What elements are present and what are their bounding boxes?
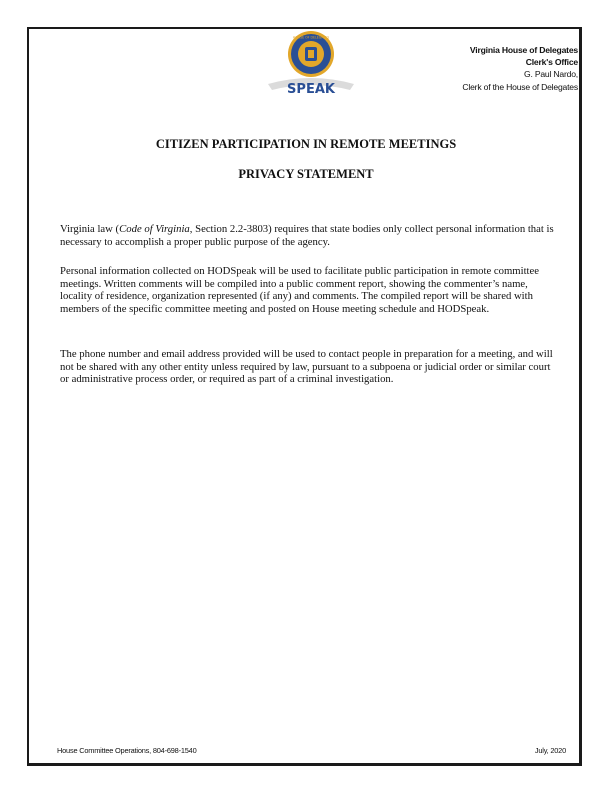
office-line-clerk-title: Clerk of the House of Delegates xyxy=(462,81,578,92)
footer-date: July, 2020 xyxy=(534,746,566,755)
speak-logo xyxy=(266,28,356,102)
document-subtitle: PRIVACY STATEMENT xyxy=(238,167,374,181)
p1-text-after: , Section 2.2-3803) requires that state bodies only collect personal information that is necessary to accomplish a proper public purpose of the agency. xyxy=(60,223,554,248)
paragraph-virginia-law xyxy=(60,223,560,248)
footer-contact: House Committee Operations, 804-698-1540 xyxy=(57,746,197,755)
seal-text: HOUSE OF DELEGATES xyxy=(292,35,330,40)
office-line-house: Virginia House of Delegates xyxy=(469,45,578,55)
document-title: CITIZEN PARTICIPATION IN REMOTE MEETINGS xyxy=(155,137,457,151)
logo-text: SPEAK xyxy=(287,82,335,97)
p1-code-of-virginia: Code of Virginia xyxy=(119,223,190,235)
office-line-clerks-office: Clerk's Office xyxy=(525,57,578,68)
paragraph-phone-email: The phone number and email address provided will be used to contact people in preparation for a meeting, and will not be shared with any other entity unless required by law, pursuant to a subpoena or judicial order or similar court or administrative process order, or required as part of a criminal investigation. xyxy=(60,348,553,386)
p1-text-before: Virginia law ( xyxy=(60,223,120,235)
clerk-office-block xyxy=(462,44,578,93)
office-line-clerk-name: G. Paul Nardo, xyxy=(523,69,578,80)
paragraph-personal-information: Personal information collected on HODSpeak will be used to facilitate public participation in remote committee meetings. Written comments will be compiled into a public comment report, showing the commenter’s name, locality of residence, organization represented (if any) and comments. The compiled report will be shared with members of the specific committee meeting and posted on House meeting schedule and HODSpeak. xyxy=(60,265,540,315)
